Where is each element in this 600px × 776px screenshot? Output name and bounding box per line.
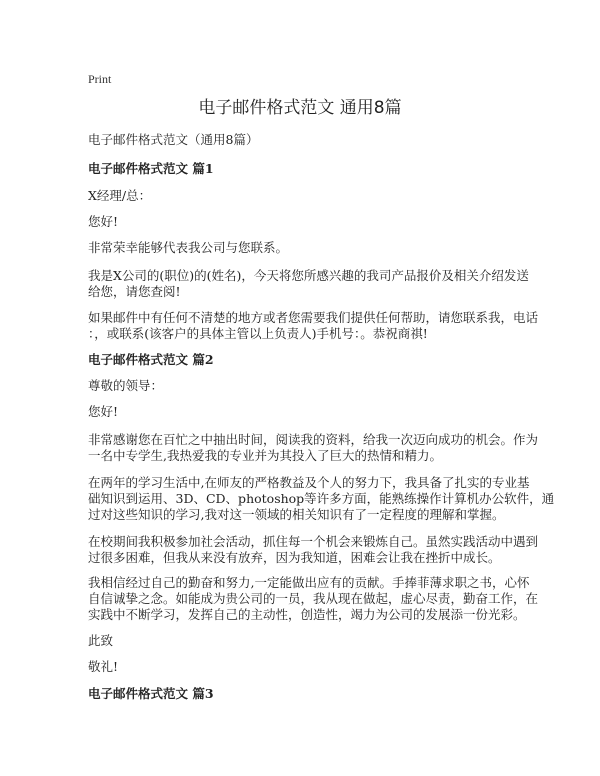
paragraph-line: 一名中专学生,我热爱我的专业并为其投入了巨大的热情和精力。	[88, 448, 442, 463]
section-heading: 电子邮件格式范文 篇2	[88, 352, 214, 367]
paragraph	[88, 188, 151, 204]
paragraph-line: 此致	[88, 633, 114, 648]
paragraph	[88, 534, 538, 566]
paragraph-line: 在两年的学习生活中,在师友的严格教益及个人的努力下，我具备了扎实的专业基	[88, 475, 530, 490]
paragraph-line: 我相信经过自己的勤奋和努力,一定能做出应有的贡献。手捧菲薄求职之书，心怀	[88, 575, 530, 590]
paragraph-line: 敬礼!	[88, 659, 119, 674]
paragraph	[88, 378, 163, 394]
paragraph-line: 您好!	[88, 404, 119, 419]
paragraph	[88, 659, 118, 675]
paragraph-line: 给您，请您查阅!	[88, 284, 181, 299]
paragraph-line: 如果邮件中有任何不清楚的地方或者您需要我们提供任何帮助，请您联系我，电话	[88, 310, 539, 325]
paragraph	[88, 475, 554, 523]
subtitle: 电子邮件格式范文（通用8篇）	[88, 132, 259, 147]
paragraph-line: 非常荣幸能够代表我公司与您联系。	[88, 240, 289, 255]
paragraph	[88, 633, 113, 649]
paragraph-line: 础知识到运用、3D、CD、photoshop等许多方面，能熟练操作计算机办公软件，通	[88, 491, 555, 506]
page-title: 电子邮件格式范文 通用8篇	[198, 98, 402, 118]
section-heading: 电子邮件格式范文 篇1	[88, 161, 214, 176]
paragraph	[88, 432, 538, 464]
paragraph-line: 自信诚挚之念。如能成为贵公司的一员，我从现在做起，虚心尽责，勤奋工作，在	[88, 591, 539, 606]
paragraph-line: ：，或联系(该客户的具体主管以上负责人)手机号：。恭祝商祺!	[88, 326, 428, 341]
paragraph	[88, 214, 118, 230]
paragraph	[88, 575, 538, 623]
paragraph-line: 实践中不断学习，发挥自己的主动性，创造性，竭力为公司的发展添一份光彩。	[88, 607, 526, 622]
paragraph-line: 您好!	[88, 214, 119, 229]
paragraph	[88, 310, 538, 342]
paragraph-line: 尊敬的领导：	[88, 378, 164, 393]
paragraph-line: 非常感谢您在百忙之中抽出时间，阅读我的资料，给我一次迈向成功的机会。作为	[88, 432, 539, 447]
print-link[interactable]: Print	[88, 72, 112, 86]
paragraph-line: 过对这些知识的学习,我对这一领域的相关知识有了一定程度的理解和掌握。	[88, 507, 505, 522]
paragraph	[88, 404, 118, 420]
paragraph-line: X经理/总：	[88, 188, 152, 203]
paragraph-line: 我是X公司的(职位)的(姓名)，今天将您所感兴趣的我司产品报价及相关介绍发送	[88, 268, 529, 283]
section-heading: 电子邮件格式范文 篇3	[88, 686, 214, 701]
paragraph	[88, 268, 529, 300]
paragraph-line: 在校期间我积极参加社会活动，抓住每一个机会来锻炼自己。虽然实践活动中遇到	[88, 534, 539, 549]
paragraph-line: 过很多困难，但我从来没有放弃，因为我知道，困难会让我在挫折中成长。	[88, 550, 501, 565]
paragraph	[88, 240, 288, 256]
